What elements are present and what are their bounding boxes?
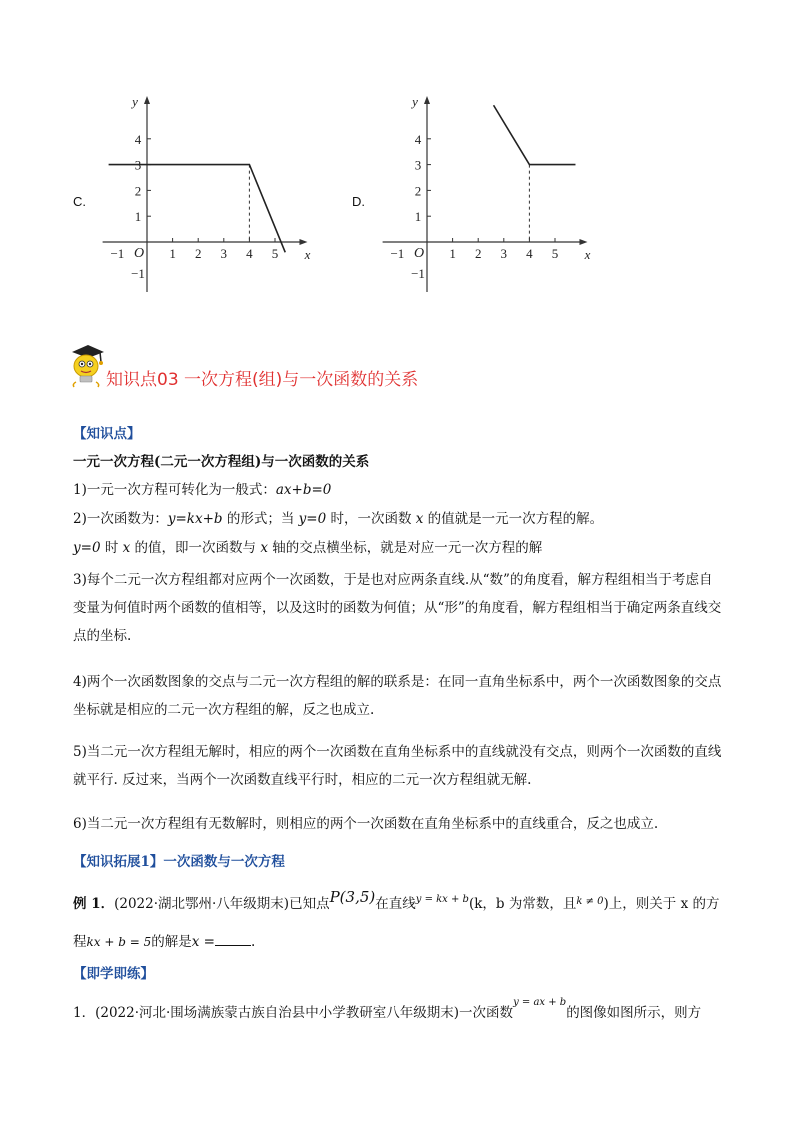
example-1b-text-a: 程 xyxy=(73,934,87,950)
practice-tag: 【即学即练】 xyxy=(73,966,154,982)
point-4: 4)两个一次函数图象的交点与二元一次方程组的解的联系是：在同一直角坐标系中，两个一次函数图象的交点坐标就是相应的二元一次方程组的解，反之也成立. xyxy=(73,674,722,718)
x-axis-arrow-icon xyxy=(579,239,587,245)
function-graph-line xyxy=(494,105,576,164)
point-2c-text-b: 的值，即一次函数与 xyxy=(130,540,261,556)
y-tick-label: −1 xyxy=(131,265,145,281)
example-1-cond: k ≠ 0 xyxy=(576,896,604,907)
y-tick-label: 4 xyxy=(134,131,142,147)
x-axis-label: x xyxy=(304,247,311,262)
point-2-cont xyxy=(73,539,542,557)
y-axis-label: y xyxy=(412,94,418,109)
point-3: 3)每个二元一次方程组都对应两个一次函数，于是也对应两条直线.从“数”的角度看，解方程组相当于考虑自变量为何值时两个函数的值相等，以及这时的函数为何值；从“形”的角度看，解方程组相当于确定两条直线交点的坐标. xyxy=(73,572,722,644)
example-1 xyxy=(73,888,720,915)
option-c-label: C. xyxy=(73,194,86,209)
extension-tag: 【知识拓展1】一次函数与一次方程 xyxy=(73,854,285,870)
option-d-label: D. xyxy=(352,194,365,209)
y-tick-label: 3 xyxy=(134,157,142,173)
point-6: 6)当二元一次方程组有无数解时，则相应的两个一次函数在直角坐标系中的直线重合，反之也成立. xyxy=(73,816,659,832)
point-2-text-c: 时，一次函数 xyxy=(326,511,416,527)
graph-d-svg xyxy=(372,92,592,292)
y-tick-label: 2 xyxy=(134,183,142,199)
question-1-text-a: 1．(2022·河北·围场满族蒙古族自治县中小学教研室八年级期末)一次函数 xyxy=(73,1005,514,1021)
point-2-math-a: y=kx+b xyxy=(167,511,223,527)
y-axis-label: y xyxy=(132,94,138,109)
y-axis-arrow-icon xyxy=(144,96,150,104)
y-tick-label: 1 xyxy=(134,209,142,225)
section-header xyxy=(66,342,626,392)
x-tick-label: 1 xyxy=(449,246,456,261)
example-1-source: (2022·湖北鄂州·八年级期末)已知点 xyxy=(114,896,330,912)
question-1-text-b: 的图像如图所示，则方 xyxy=(566,1005,702,1021)
point-1-math: ax+b=0 xyxy=(275,482,332,498)
point-1 xyxy=(73,481,331,499)
point-5: 5)当二元一次方程组无解时，相应的两个一次函数在直角坐标系中的直线就没有交点，则两个一次函数的直线就平行. 反过来，当两个一次函数直线平行时，相应的二元一次方程组就无解. xyxy=(73,744,722,788)
point-2c-math-a: y=0 xyxy=(73,540,101,556)
question-1-equation: y = ax + b xyxy=(513,997,567,1008)
knowledge-heading: 一元一次方程(二元一次方程组)与一次函数的关系 xyxy=(73,454,370,470)
origin-label: O xyxy=(133,246,145,261)
x-tick-label: 5 xyxy=(271,246,279,261)
example-1-point: P(3,5) xyxy=(329,888,376,906)
point-2c-math-b: x xyxy=(122,540,131,556)
point-2-text-a: 2)一次函数为： xyxy=(73,511,168,527)
point-2-text-b: 的形式；当 xyxy=(222,511,299,527)
x-tick-label: 3 xyxy=(220,246,228,261)
y-axis-arrow-icon xyxy=(424,96,430,104)
point-2-text-d: 的值就是一元一次方程的解。 xyxy=(423,511,604,527)
x-axis-arrow-icon xyxy=(299,239,307,245)
example-1b-var: x = xyxy=(191,934,215,950)
example-1-line2 xyxy=(73,933,255,951)
graph-c-svg xyxy=(92,92,312,292)
section-title: 知识点03 一次方程(组)与一次函数的关系 xyxy=(106,370,419,390)
y-tick-label: 4 xyxy=(414,131,422,147)
knowledge-tag: 【知识点】 xyxy=(73,426,141,442)
point-2c-text-c: 轴的交点横坐标，就是对应一元一次方程的解 xyxy=(267,540,543,556)
x-tick-label: −1 xyxy=(110,246,125,261)
origin-label: O xyxy=(413,246,425,261)
point-2-math-c: x xyxy=(415,511,424,527)
x-tick-label: 2 xyxy=(194,246,202,261)
y-tick-label: 3 xyxy=(414,157,422,173)
example-1-text-c: )上，则关于 x 的方 xyxy=(603,896,720,912)
point-2 xyxy=(73,510,603,528)
answer-blank[interactable] xyxy=(215,933,251,946)
x-tick-label: 4 xyxy=(526,246,533,261)
point-2-math-b: y=0 xyxy=(298,511,327,527)
question-1 xyxy=(73,997,702,1024)
x-tick-label: 1 xyxy=(169,246,176,261)
example-1b-equation: kx + b = 5 xyxy=(86,935,152,949)
example-1b-text-b: 的解是 xyxy=(151,934,192,950)
example-1-text-b: (k，b 为常数，且 xyxy=(468,896,577,912)
example-1-line: y = kx + b xyxy=(415,894,469,905)
point-2c-math-c: x xyxy=(260,540,268,556)
graph-d xyxy=(372,92,592,292)
scholar-bulb-icon xyxy=(66,342,108,388)
example-1-label: 例 1． xyxy=(73,896,115,912)
x-tick-label: 3 xyxy=(500,246,508,261)
x-tick-label: −1 xyxy=(390,246,405,261)
x-tick-label: 4 xyxy=(246,246,253,261)
point-2c-text-a: 时 xyxy=(100,540,123,556)
x-axis-label: x xyxy=(584,247,591,262)
example-1-text-a: 在直线 xyxy=(375,896,416,912)
point-1-text: 1)一元一次方程可转化为一般式： xyxy=(73,482,276,498)
graph-c xyxy=(92,92,312,292)
y-tick-label: −1 xyxy=(411,265,425,281)
y-tick-label: 2 xyxy=(414,183,422,199)
example-1b-period: . xyxy=(250,934,256,950)
y-tick-label: 1 xyxy=(414,209,422,225)
x-tick-label: 2 xyxy=(474,246,482,261)
x-tick-label: 5 xyxy=(551,246,559,261)
